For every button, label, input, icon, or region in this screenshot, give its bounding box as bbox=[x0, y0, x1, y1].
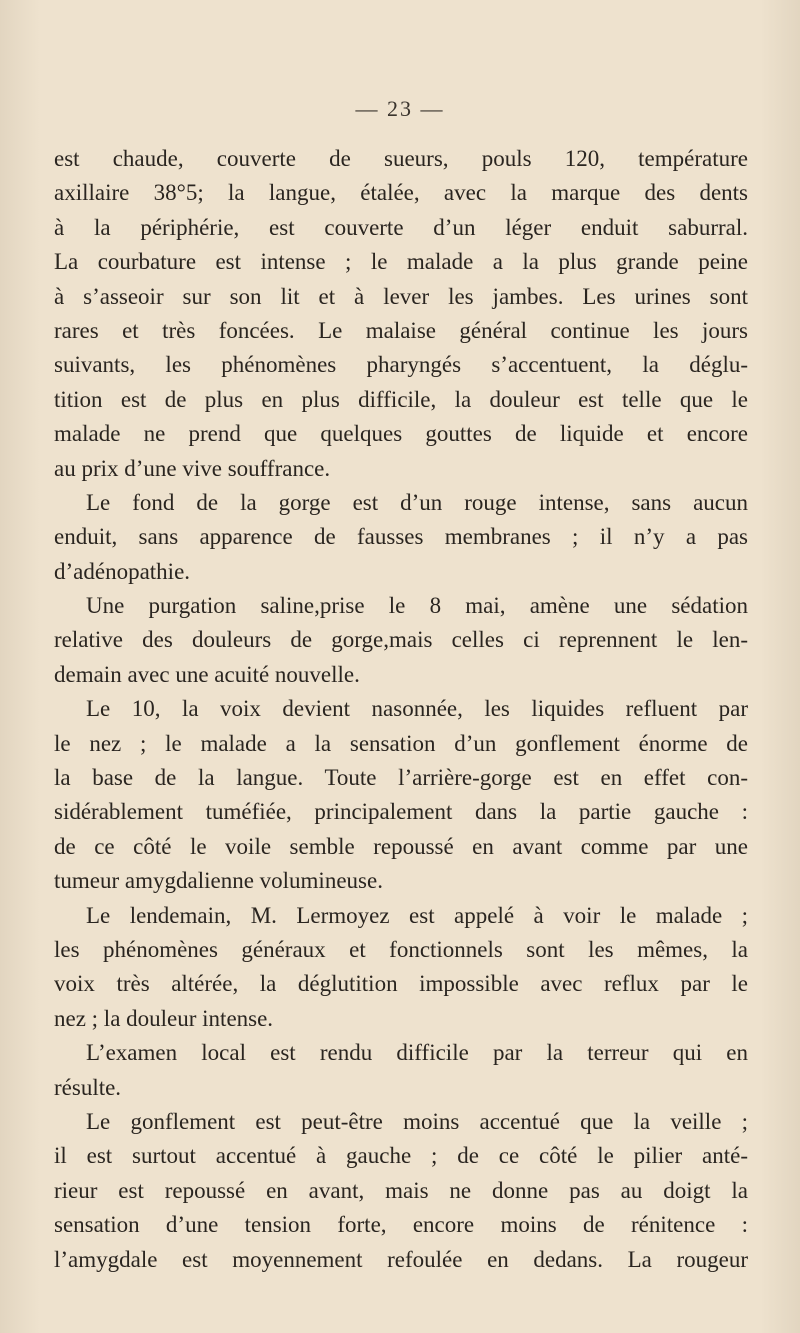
page-number: — 23 — bbox=[355, 96, 445, 121]
text-line: l’amygdale est moyennement refoulée en dedans. La rougeur bbox=[54, 1246, 748, 1272]
text-line: malade ne prend que quelques gouttes de liquide et encore bbox=[54, 421, 748, 447]
text-line: tumeur amygdalienne volumineuse. bbox=[54, 868, 383, 894]
text-line: sidérablement tuméfiée, principalement dans la partie gauche : bbox=[54, 799, 748, 825]
text-line: Le lendemain, M. Lermoyez est appelé à voir le malade ; bbox=[86, 902, 748, 928]
text-line: résulte. bbox=[54, 1074, 122, 1100]
text-line: enduit, sans apparence de fausses membranes ; il n’y a pas bbox=[54, 524, 748, 550]
text-line: voix très altérée, la déglutition impossible avec reflux par le bbox=[54, 971, 748, 997]
text-line: à la périphérie, est couverte d’un léger enduit saburral. bbox=[54, 214, 748, 240]
text-line: axillaire 38°5; la langue, étalée, avec la marque des dents bbox=[54, 180, 748, 206]
text-line: les phénomènes généraux et fonctionnels sont les mêmes, la bbox=[54, 936, 748, 962]
text-line: Le 10, la voix devient nasonnée, les liquides refluent par bbox=[86, 696, 748, 722]
text-line: sensation d’une tension forte, encore moins de rénitence : bbox=[54, 1212, 748, 1238]
text-line: à s’asseoir sur son lit et à lever les jambes. Les urines sont bbox=[54, 283, 748, 309]
text-line: suivants, les phénomènes pharyngés s’accentuent, la déglu- bbox=[54, 352, 748, 378]
text-line: est chaude, couverte de sueurs, pouls 120, température bbox=[54, 146, 748, 171]
text-line: demain avec une acuité nouvelle. bbox=[54, 661, 360, 687]
text-line: relative des douleurs de gorge,mais celles ci reprennent le len- bbox=[54, 627, 748, 653]
text-line: rieur est repoussé en avant, mais ne donne pas au doigt la bbox=[54, 1177, 748, 1203]
text-line: nez ; la douleur intense. bbox=[54, 1005, 274, 1031]
text-line: le nez ; le malade a la sensation d’un gonflement énorme de bbox=[54, 730, 748, 756]
body-text bbox=[54, 142, 748, 1277]
text-line: tition est de plus en plus difficile, la douleur est telle que le bbox=[54, 386, 748, 412]
text-line: de ce côté le voile semble repoussé en avant comme par une bbox=[54, 833, 748, 859]
text-line: L’examen local est rendu difficile par la terreur qui en bbox=[86, 1040, 748, 1066]
text-line: Le gonflement est peut-être moins accentué que la veille ; bbox=[86, 1108, 748, 1134]
text-line: Une purgation saline,prise le 8 mai, amène une sédation bbox=[86, 593, 748, 619]
text-line: la base de la langue. Toute l’arrière-gorge est en effet con- bbox=[54, 765, 748, 791]
text-line: d’adénopathie. bbox=[54, 558, 191, 584]
text-line: La courbature est intense ; le malade a la plus grande peine bbox=[54, 249, 748, 275]
text-line: Le fond de la gorge est d’un rouge intense, sans aucun bbox=[86, 489, 748, 515]
text-line: il est surtout accentué à gauche ; de ce côté le pilier anté- bbox=[54, 1143, 748, 1169]
text-line: rares et très foncées. Le malaise général continue les jours bbox=[54, 317, 748, 343]
text-line: au prix d’une vive souffrance. bbox=[54, 455, 331, 481]
